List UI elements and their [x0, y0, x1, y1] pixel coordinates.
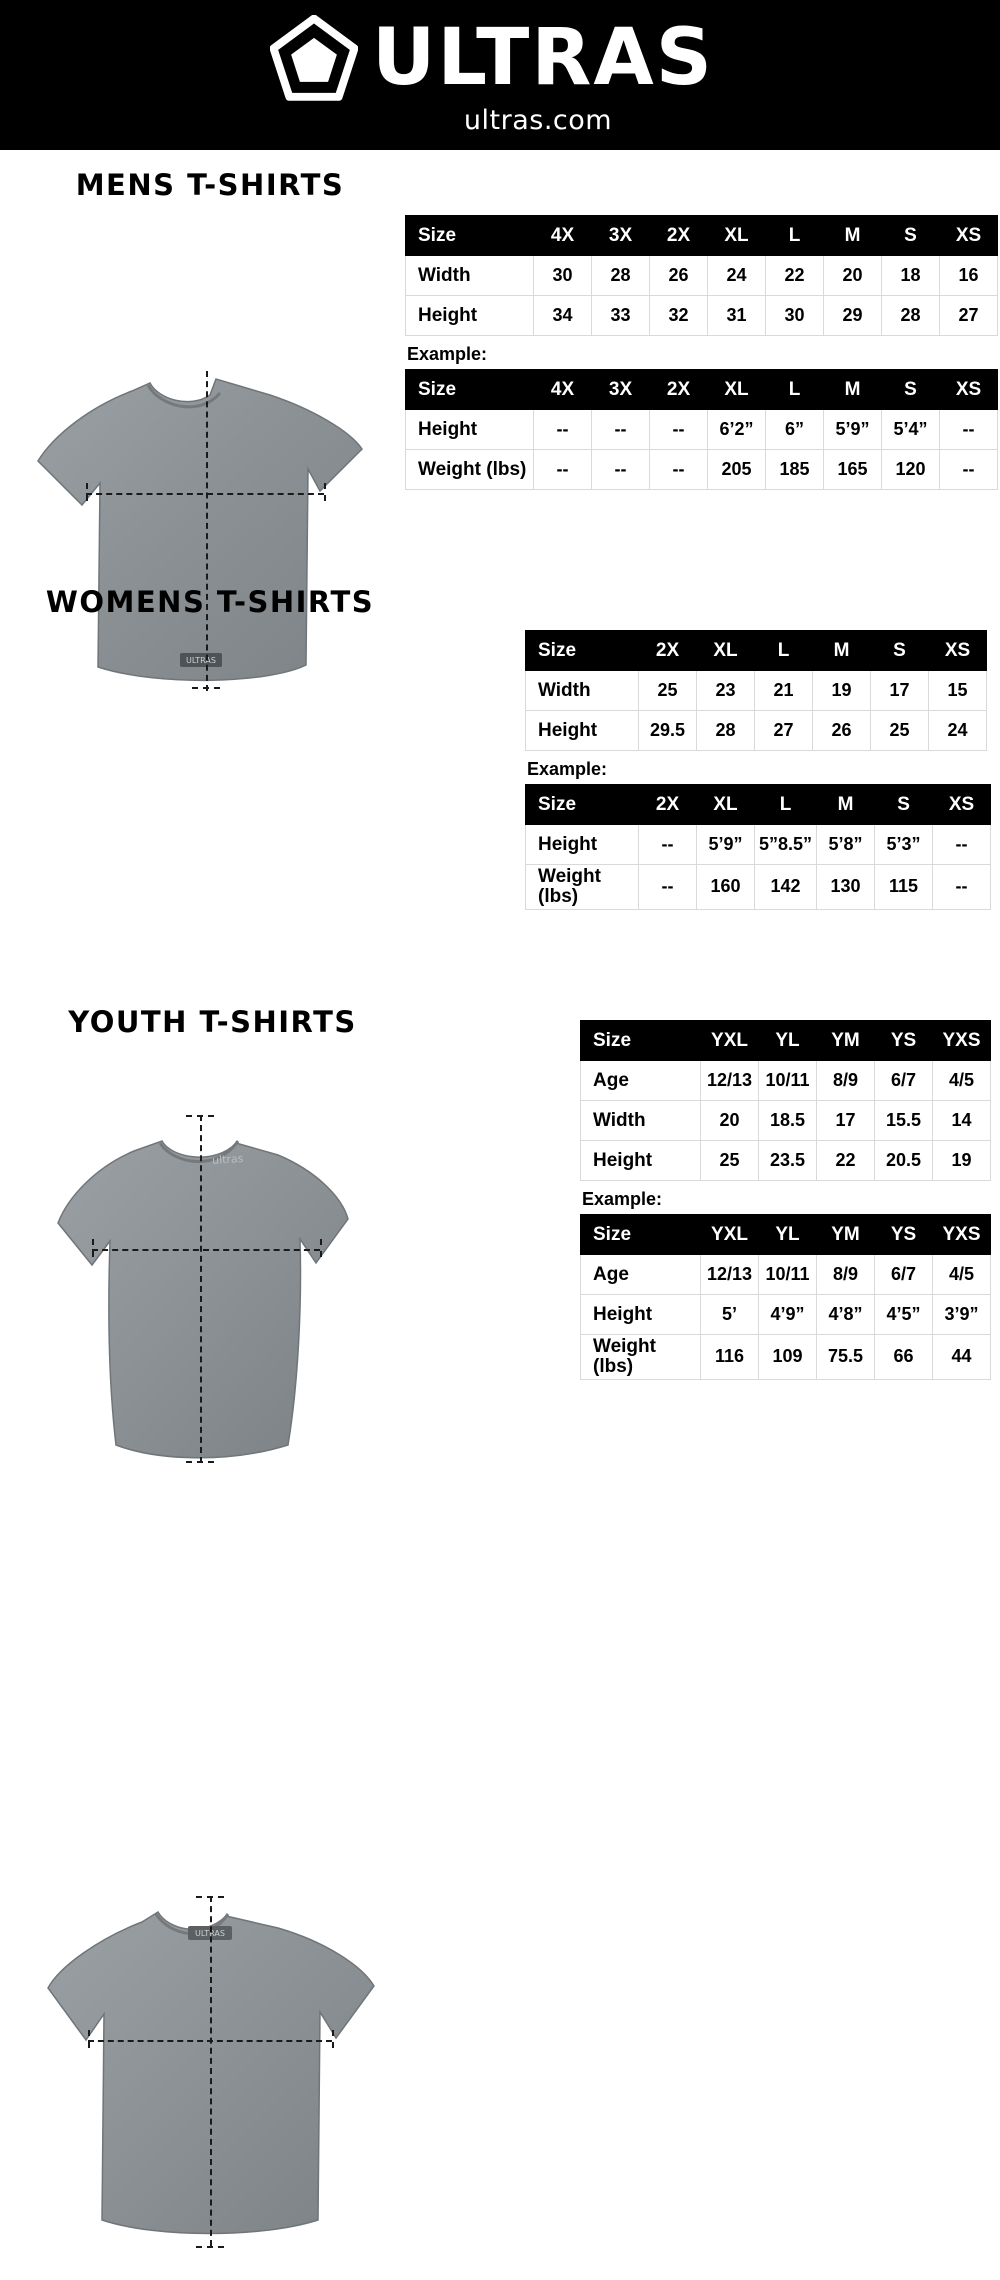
cell: 185	[766, 450, 824, 490]
cell: --	[650, 410, 708, 450]
col-header: YL	[759, 1021, 817, 1061]
cell: 115	[875, 865, 933, 910]
col-header: M	[817, 785, 875, 825]
youth-size-table	[580, 1020, 991, 1181]
cell: 4/5	[933, 1255, 991, 1295]
cell: 21	[755, 671, 813, 711]
col-header: L	[755, 785, 817, 825]
youth-tshirt-illustration	[30, 1890, 390, 2280]
cell: 75.5	[817, 1335, 875, 1380]
row-label: Age	[581, 1061, 701, 1101]
cell: 20	[701, 1101, 759, 1141]
cell: --	[639, 825, 697, 865]
table-row	[526, 825, 991, 865]
womens-example-label: Example:	[527, 759, 608, 779]
col-header: XS	[929, 631, 987, 671]
col-header: YS	[875, 1215, 933, 1255]
cell: 5’8”	[817, 825, 875, 865]
col-header: S	[875, 785, 933, 825]
cell: --	[650, 450, 708, 490]
cell: 120	[882, 450, 940, 490]
col-header: XL	[708, 216, 766, 256]
row-label: Width	[581, 1101, 701, 1141]
table-header-row	[406, 370, 998, 410]
mens-section-title: MENS T-SHIRTS	[75, 168, 345, 202]
col-header: L	[766, 216, 824, 256]
cell: 5’3”	[875, 825, 933, 865]
cell: 165	[824, 450, 882, 490]
col-header: 4X	[534, 216, 592, 256]
brand-domain: ultras.com	[463, 104, 613, 136]
col-header: YXL	[701, 1021, 759, 1061]
cell: 5’4”	[882, 410, 940, 450]
table-row	[581, 1295, 991, 1335]
cell: 5’9”	[824, 410, 882, 450]
svg-text:ULTRAS: ULTRAS	[186, 656, 216, 665]
cell: 18.5	[759, 1101, 817, 1141]
row-label: Weight (lbs)	[581, 1335, 701, 1380]
col-header: Size	[406, 216, 534, 256]
cell: 8/9	[817, 1061, 875, 1101]
cell: 19	[933, 1141, 991, 1181]
col-header: XS	[933, 785, 991, 825]
youth-section-title: YOUTH T-SHIRTS	[68, 1005, 357, 1039]
col-header: 2X	[650, 216, 708, 256]
col-header: M	[824, 370, 882, 410]
cell: 33	[592, 296, 650, 336]
cell: --	[592, 450, 650, 490]
cell: 32	[650, 296, 708, 336]
cell: 15	[929, 671, 987, 711]
table-row	[406, 410, 998, 450]
pentagon-logo-icon	[270, 15, 358, 103]
col-header: XL	[697, 631, 755, 671]
mens-example-label: Example:	[407, 344, 488, 364]
col-header: 2X	[650, 370, 708, 410]
cell: 160	[697, 865, 755, 910]
cell: 4’9”	[759, 1295, 817, 1335]
cell: 5’9”	[697, 825, 755, 865]
cell: 8/9	[817, 1255, 875, 1295]
cell: 10/11	[759, 1061, 817, 1101]
cell: 26	[650, 256, 708, 296]
col-header: 3X	[592, 370, 650, 410]
row-label: Width	[526, 671, 639, 711]
col-header: YL	[759, 1215, 817, 1255]
cell: 26	[813, 711, 871, 751]
table-header-row	[581, 1021, 991, 1061]
table-row	[526, 711, 987, 751]
youth-size-table-wrap	[580, 1020, 991, 1380]
brand-name: ULTRAS	[372, 13, 714, 104]
cell: --	[534, 450, 592, 490]
cell: 116	[701, 1335, 759, 1380]
cell: 3’9”	[933, 1295, 991, 1335]
cell: 28	[592, 256, 650, 296]
svg-text:ultras: ultras	[211, 1151, 244, 1168]
col-header: M	[824, 216, 882, 256]
cell: --	[940, 410, 998, 450]
cell: 16	[940, 256, 998, 296]
cell: 29	[824, 296, 882, 336]
cell: --	[940, 450, 998, 490]
cell: 15.5	[875, 1101, 933, 1141]
row-label: Weight (lbs)	[526, 865, 639, 910]
cell: 4/5	[933, 1061, 991, 1101]
col-header: YM	[817, 1215, 875, 1255]
womens-example-table	[525, 784, 991, 910]
cell: --	[933, 825, 991, 865]
table-header-row	[526, 785, 991, 825]
cell: 205	[708, 450, 766, 490]
womens-size-table	[525, 630, 987, 751]
col-header: Size	[526, 631, 639, 671]
cell: 66	[875, 1335, 933, 1380]
col-header: 2X	[639, 631, 697, 671]
cell: 25	[639, 671, 697, 711]
cell: 28	[882, 296, 940, 336]
table-row	[581, 1335, 991, 1380]
table-header-row	[406, 216, 998, 256]
mens-example-table	[405, 369, 998, 490]
col-header: Size	[406, 370, 534, 410]
cell: 29.5	[639, 711, 697, 751]
cell: --	[639, 865, 697, 910]
page-header	[0, 0, 1000, 150]
row-label: Height	[406, 410, 534, 450]
cell: 17	[817, 1101, 875, 1141]
col-header: XL	[697, 785, 755, 825]
row-label: Age	[581, 1255, 701, 1295]
row-label: Height	[581, 1295, 701, 1335]
col-header: YM	[817, 1021, 875, 1061]
row-label: Height	[526, 711, 639, 751]
cell: 4’8”	[817, 1295, 875, 1335]
cell: 17	[871, 671, 929, 711]
youth-section-title-wrap	[40, 1005, 385, 1039]
cell: 20.5	[875, 1141, 933, 1181]
cell: --	[534, 410, 592, 450]
cell: 6/7	[875, 1255, 933, 1295]
cell: 6/7	[875, 1061, 933, 1101]
table-row	[406, 450, 998, 490]
col-header: S	[871, 631, 929, 671]
table-row	[406, 296, 998, 336]
row-label: Height	[581, 1141, 701, 1181]
col-header: YXS	[933, 1215, 991, 1255]
cell: 14	[933, 1101, 991, 1141]
table-row	[581, 1255, 991, 1295]
row-label: Width	[406, 256, 534, 296]
row-label: Height	[406, 296, 534, 336]
cell: --	[592, 410, 650, 450]
col-header: YS	[875, 1021, 933, 1061]
col-header: XS	[940, 216, 998, 256]
cell: 130	[817, 865, 875, 910]
youth-example-table	[580, 1214, 991, 1380]
cell: 31	[708, 296, 766, 336]
cell: 12/13	[701, 1061, 759, 1101]
cell: 22	[817, 1141, 875, 1181]
col-header: Size	[581, 1215, 701, 1255]
brand-lockup	[270, 15, 714, 136]
cell: 6”	[766, 410, 824, 450]
cell: 34	[534, 296, 592, 336]
col-header: S	[882, 370, 940, 410]
cell: 18	[882, 256, 940, 296]
table-row	[406, 256, 998, 296]
mens-section-title-wrap	[40, 168, 380, 202]
table-header-row	[526, 631, 987, 671]
col-header: M	[813, 631, 871, 671]
youth-example-label: Example:	[582, 1189, 663, 1209]
womens-section-title: WOMENS T-SHIRTS	[45, 585, 375, 619]
cell: 30	[534, 256, 592, 296]
col-header: S	[882, 216, 940, 256]
col-header: L	[766, 370, 824, 410]
cell: 12/13	[701, 1255, 759, 1295]
col-header: 4X	[534, 370, 592, 410]
womens-size-table-wrap	[525, 630, 991, 910]
cell: 24	[929, 711, 987, 751]
cell: 27	[940, 296, 998, 336]
mens-tshirt-illustration	[20, 365, 380, 705]
cell: 22	[766, 256, 824, 296]
cell: 25	[871, 711, 929, 751]
cell: 25	[701, 1141, 759, 1181]
cell: 10/11	[759, 1255, 817, 1295]
table-row	[526, 671, 987, 711]
col-header: Size	[526, 785, 639, 825]
col-header: 2X	[639, 785, 697, 825]
svg-text:ULTRAS: ULTRAS	[195, 1929, 225, 1938]
mens-size-table-wrap	[405, 215, 998, 490]
col-header: YXL	[701, 1215, 759, 1255]
cell: 30	[766, 296, 824, 336]
cell: --	[933, 865, 991, 910]
cell: 142	[755, 865, 817, 910]
cell: 6’2”	[708, 410, 766, 450]
col-header: XS	[940, 370, 998, 410]
cell: 5’	[701, 1295, 759, 1335]
womens-tshirt-illustration	[30, 1115, 370, 1475]
col-header: L	[755, 631, 813, 671]
col-header: XL	[708, 370, 766, 410]
womens-section-title-wrap	[30, 585, 390, 619]
cell: 20	[824, 256, 882, 296]
cell: 24	[708, 256, 766, 296]
cell: 5”8.5”	[755, 825, 817, 865]
table-row	[581, 1061, 991, 1101]
cell: 44	[933, 1335, 991, 1380]
cell: 109	[759, 1335, 817, 1380]
table-row	[526, 865, 991, 910]
table-row	[581, 1141, 991, 1181]
row-label: Height	[526, 825, 639, 865]
table-row	[581, 1101, 991, 1141]
table-header-row	[581, 1215, 991, 1255]
cell: 23.5	[759, 1141, 817, 1181]
cell: 27	[755, 711, 813, 751]
mens-size-table	[405, 215, 998, 336]
cell: 19	[813, 671, 871, 711]
col-header: Size	[581, 1021, 701, 1061]
cell: 4’5”	[875, 1295, 933, 1335]
col-header: 3X	[592, 216, 650, 256]
cell: 28	[697, 711, 755, 751]
row-label: Weight (lbs)	[406, 450, 534, 490]
col-header: YXS	[933, 1021, 991, 1061]
brand-main	[270, 15, 714, 103]
cell: 23	[697, 671, 755, 711]
